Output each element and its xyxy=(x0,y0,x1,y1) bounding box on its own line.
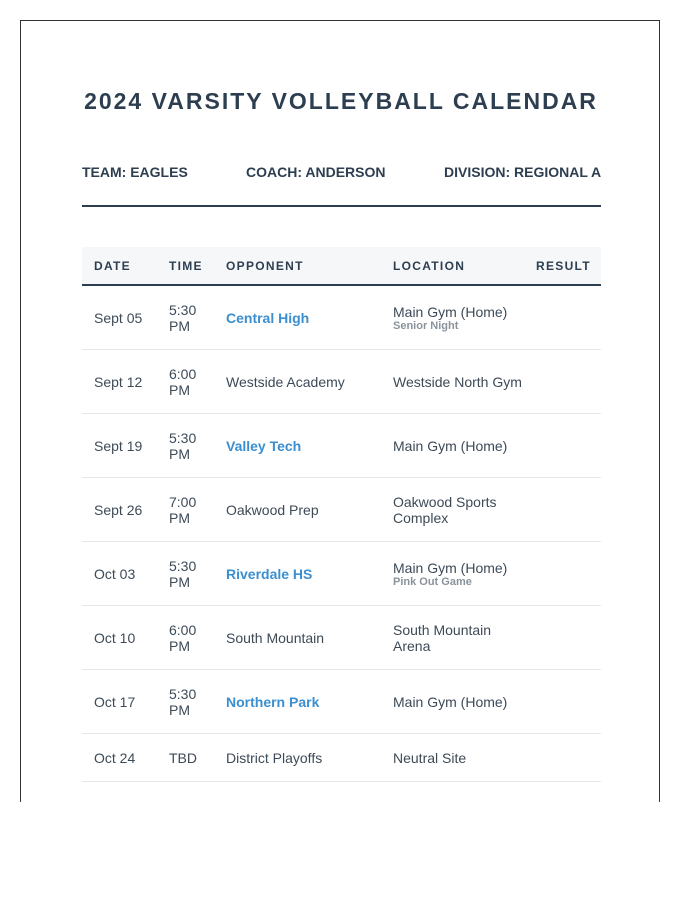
coach-label: COACH: ANDERSON xyxy=(246,164,386,180)
game-result xyxy=(526,285,601,350)
table-row xyxy=(82,478,601,542)
location-name: Neutral Site xyxy=(393,749,467,766)
game-time: 5:30 PM xyxy=(157,542,214,606)
table-row xyxy=(82,734,601,782)
location-name: Westside North Gym xyxy=(393,373,522,390)
game-time: 5:30 PM xyxy=(157,414,214,478)
table-row xyxy=(82,542,601,606)
game-location xyxy=(381,478,526,542)
column-header-date: DATE xyxy=(82,247,157,285)
game-date: Oct 03 xyxy=(82,542,157,606)
location-name: Main Gym (Home) xyxy=(393,303,508,320)
column-header-time: TIME xyxy=(157,247,214,285)
calendar-page xyxy=(20,20,660,802)
game-location xyxy=(381,350,526,414)
location-name: South Mountain Arena xyxy=(393,621,492,654)
game-location xyxy=(381,285,526,350)
game-time: TBD xyxy=(157,734,214,782)
column-header-result: RESULT xyxy=(526,247,601,285)
game-date: Oct 17 xyxy=(82,670,157,734)
table-row xyxy=(82,350,601,414)
game-result xyxy=(526,606,601,670)
game-location xyxy=(381,542,526,606)
schedule-table xyxy=(82,247,601,782)
game-time: 6:00 PM xyxy=(157,350,214,414)
location-note: Pink Out Game xyxy=(393,575,472,588)
schedule-body xyxy=(82,285,601,782)
division-label: DIVISION: REGIONAL A xyxy=(444,164,602,180)
game-date: Sept 26 xyxy=(82,478,157,542)
team-label: TEAM: EAGLES xyxy=(82,164,188,180)
game-result xyxy=(526,350,601,414)
location-name: Oakwood Sports Complex xyxy=(393,493,497,526)
game-result xyxy=(526,478,601,542)
column-header-opponent: OPPONENT xyxy=(214,247,381,285)
game-time: 6:00 PM xyxy=(157,606,214,670)
game-location xyxy=(381,670,526,734)
opponent-name: Valley Tech xyxy=(214,414,381,478)
game-date: Oct 10 xyxy=(82,606,157,670)
table-row xyxy=(82,670,601,734)
opponent-name: Central High xyxy=(214,285,381,350)
game-date: Oct 24 xyxy=(82,734,157,782)
opponent-name: South Mountain xyxy=(214,606,381,670)
game-result xyxy=(526,734,601,782)
table-row xyxy=(82,414,601,478)
opponent-name: Northern Park xyxy=(214,670,381,734)
page-title: 2024 VARSITY VOLLEYBALL CALENDAR xyxy=(84,88,598,114)
game-time: 7:00 PM xyxy=(157,478,214,542)
opponent-name: Westside Academy xyxy=(214,350,381,414)
opponent-name: Riverdale HS xyxy=(214,542,381,606)
column-header-location: LOCATION xyxy=(381,247,526,285)
location-note: Senior Night xyxy=(393,319,459,332)
location-name: Main Gym (Home) xyxy=(393,559,508,576)
game-time: 5:30 PM xyxy=(157,285,214,350)
game-location xyxy=(381,606,526,670)
location-name: Main Gym (Home) xyxy=(393,693,508,710)
game-location xyxy=(381,414,526,478)
game-result xyxy=(526,414,601,478)
game-date: Sept 12 xyxy=(82,350,157,414)
opponent-name: Oakwood Prep xyxy=(214,478,381,542)
game-result xyxy=(526,670,601,734)
table-header-row xyxy=(82,247,601,285)
header-divider xyxy=(82,205,601,207)
opponent-name: District Playoffs xyxy=(214,734,381,782)
game-date: Sept 05 xyxy=(82,285,157,350)
game-time: 5:30 PM xyxy=(157,670,214,734)
game-location xyxy=(381,734,526,782)
table-row xyxy=(82,285,601,350)
game-date: Sept 19 xyxy=(82,414,157,478)
game-result xyxy=(526,542,601,606)
team-info-bar xyxy=(82,164,601,184)
table-row xyxy=(82,606,601,670)
location-name: Main Gym (Home) xyxy=(393,437,508,454)
